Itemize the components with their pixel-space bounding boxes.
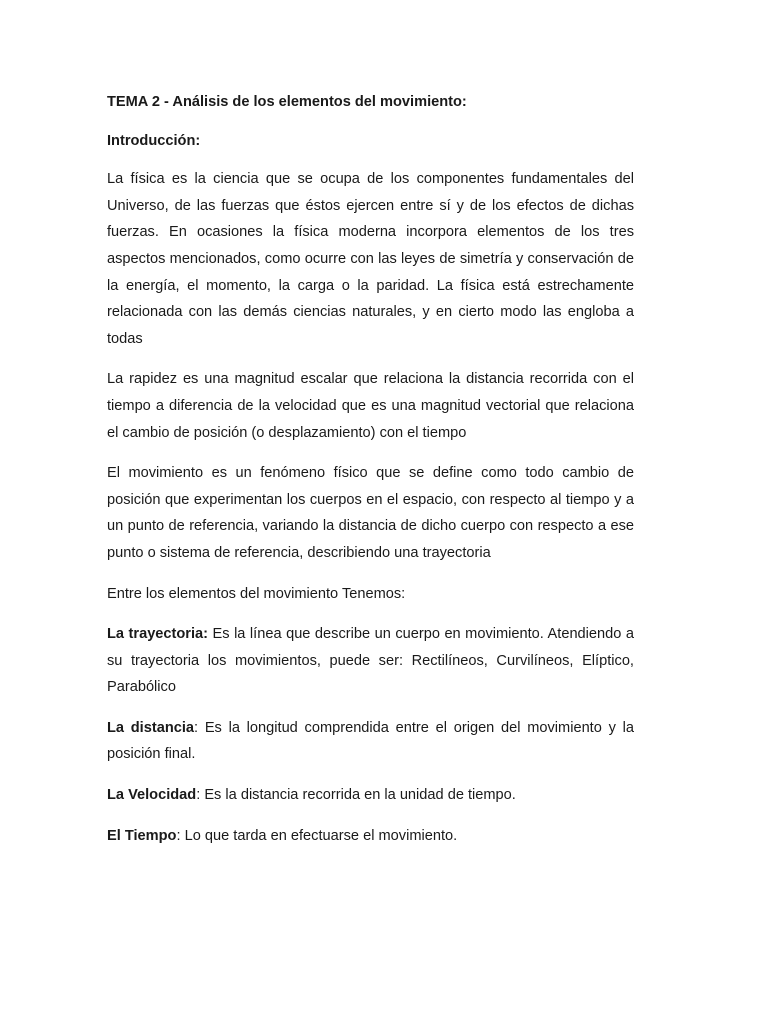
intro-heading: Introducción: [107,132,201,149]
definition-text: : Lo que tarda en efectuarse el movimiento. [176,827,458,844]
paragraph-speed-definition: La rapidez es una magnitud escalar que relaciona la distancia recorrida con el tiempo a diferencia de la velocidad que es una magnitud vectorial que relaciona el cambio de posición (o desplazamiento) con el tiempo [107,371,634,441]
definition-text: Es la línea que describe un cuerpo en movimiento. Atendiendo a su trayectoria los movimientos, puede ser: Rectilíneos, Curvilíneos, Elíptico, Parabólico [107,626,635,696]
paragraph-motion-definition: El movimiento es un fenómeno físico que se define como todo cambio de posición que experimentan los cuerpos en el espacio, con respecto al tiempo y a un punto de referencia, variando la distancia de dicho cuerpo con respecto a ese punto o sistema de referencia, describiendo una trayectoria [107,465,634,561]
definition-time [107,823,634,850]
definition-distance [107,715,634,768]
document-content [107,89,634,863]
paragraph-elements-intro: Entre los elementos del movimiento Tenemos: [107,585,406,602]
document-title: TEMA 2 - Análisis de los elementos del movimiento: [107,94,467,110]
definition-term: La distancia [107,719,195,736]
definition-term: La Velocidad [107,787,197,804]
definition-text: : Es la distancia recorrida en la unidad de tiempo. [196,787,516,804]
definition-velocity [107,782,634,809]
definition-text: : Es la longitud comprendida entre el origen del movimiento y la posición final. [107,719,634,763]
paragraph-physics-definition: La física es la ciencia que se ocupa de los componentes fundamentales del Universo, de las fuerzas que éstos ejercen entre sí y de los efectos de dichas fuerzas. En ocasiones la física moderna incorpora elementos de los tres aspectos mencionados, como ocurre con las leyes de simetría y conservación de la energía, el momento, la carga o la paridad. La física está estrechamente relacionada con las demás ciencias naturales, y en cierto modo las engloba a todas [107,171,634,347]
definition-term: El Tiempo [107,827,177,844]
definition-term: La trayectoria: [107,626,209,643]
definition-trajectory [107,621,634,701]
